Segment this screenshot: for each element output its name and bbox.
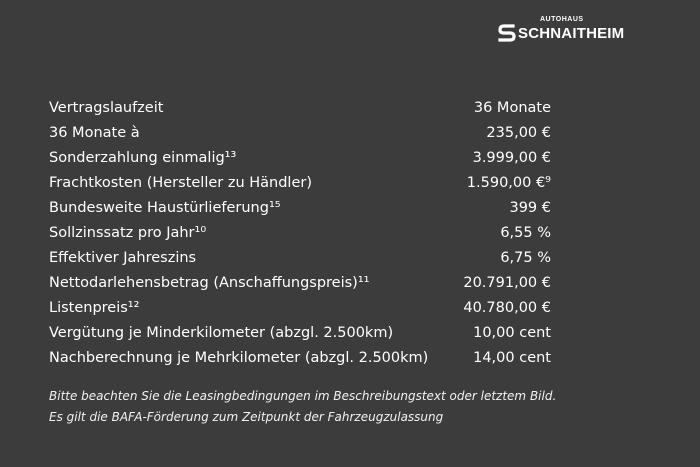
detail-label: 36 Monate à <box>49 125 140 141</box>
footnote-leasing-conditions: Bitte beachten Sie die Leasingbedingungen im Beschreibungstext oder letztem Bild. <box>49 389 557 403</box>
detail-row <box>49 146 551 171</box>
detail-row <box>49 246 551 271</box>
detail-value: 1.590,00 €⁹ <box>466 175 551 191</box>
detail-label: Listenpreis¹² <box>49 300 140 316</box>
footnotes <box>49 386 669 428</box>
detail-label: Frachtkosten (Hersteller zu Händler) <box>49 175 313 191</box>
detail-row <box>49 196 551 221</box>
logo-name: SCHNAITHEIM <box>518 25 625 42</box>
detail-value: 3.999,00 € <box>472 150 551 166</box>
detail-row <box>49 321 551 346</box>
autohaus-s-logo-icon <box>498 23 516 43</box>
detail-row <box>49 296 551 321</box>
detail-row <box>49 271 551 296</box>
detail-value: 36 Monate <box>473 100 551 116</box>
detail-row <box>49 171 551 196</box>
footnote-bafa: Es gilt die BAFA-Förderung zum Zeitpunkt der Fahrzeugzulassung <box>49 410 444 424</box>
detail-label: Vergütung je Minderkilometer (abzgl. 2.500km) <box>49 325 394 341</box>
detail-row <box>49 96 551 121</box>
brand-logo <box>498 16 648 50</box>
detail-value: 10,00 cent <box>473 325 551 341</box>
detail-value: 6,55 % <box>500 225 551 241</box>
detail-label: Sollzinssatz pro Jahr¹⁰ <box>49 225 207 241</box>
detail-value: 40.780,00 € <box>463 300 551 316</box>
detail-label: Nettodarlehensbetrag (Anschaffungspreis)¹¹ <box>49 275 370 291</box>
leasing-details-table <box>49 96 551 371</box>
detail-label: Vertragslaufzeit <box>49 100 164 116</box>
detail-value: 235,00 € <box>486 125 551 141</box>
detail-value: 14,00 cent <box>473 350 551 366</box>
detail-label: Nachberechnung je Mehrkilometer (abzgl. 2.500km) <box>49 350 429 366</box>
detail-value: 399 € <box>509 200 551 216</box>
detail-row <box>49 221 551 246</box>
detail-row <box>49 121 551 146</box>
detail-value: 20.791,00 € <box>463 275 551 291</box>
detail-label: Sonderzahlung einmalig¹³ <box>49 150 237 166</box>
detail-label: Effektiver Jahreszins <box>49 250 197 266</box>
detail-row <box>49 346 551 371</box>
detail-value: 6,75 % <box>500 250 551 266</box>
detail-label: Bundesweite Haustürlieferung¹⁵ <box>49 200 281 216</box>
logo-subtitle: AUTOHAUS <box>540 16 584 23</box>
